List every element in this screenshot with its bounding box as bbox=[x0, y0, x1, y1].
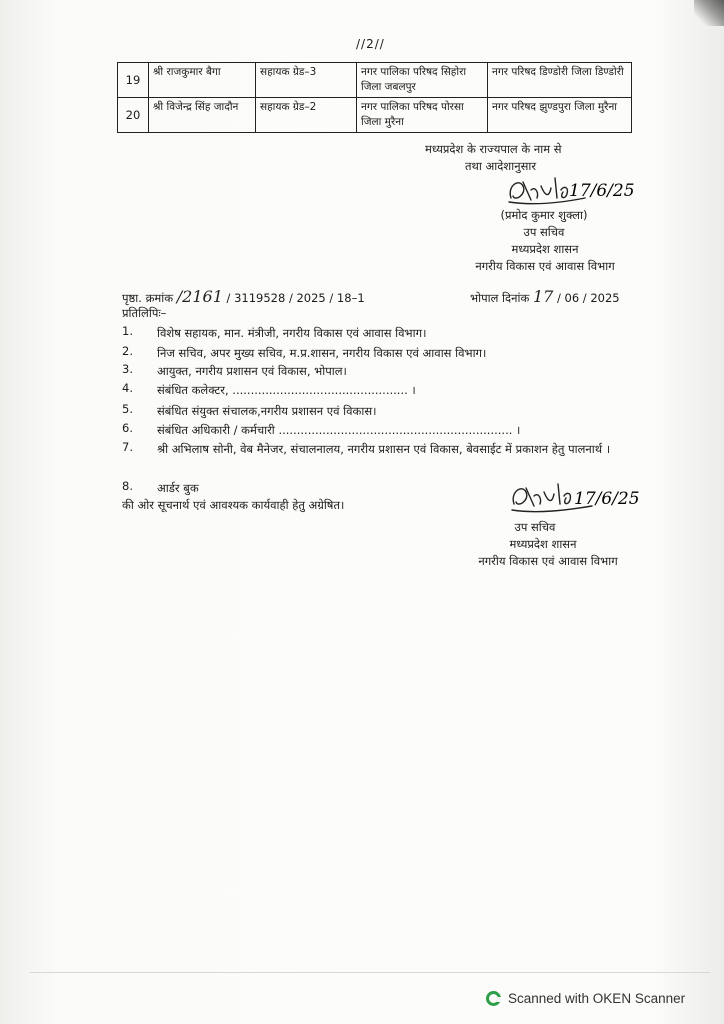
scanner-watermark-text: Scanned with OKEN Scanner bbox=[508, 991, 686, 1006]
authority-line-2: तथा आदेशानुसार bbox=[465, 159, 537, 173]
signatory-dept: नगरीय विकास एवं आवास विभाग bbox=[478, 554, 618, 568]
row-serial: 19 bbox=[118, 63, 149, 98]
endorsement-prefix: पृष्ठा. क्रमांक bbox=[122, 291, 174, 305]
employee-post: सहायक ग्रेड–3 bbox=[256, 63, 357, 98]
signatory-designation: उप सचिव bbox=[514, 520, 556, 534]
transfer-table bbox=[117, 62, 632, 133]
table-row bbox=[118, 98, 632, 133]
page-corner-shadow bbox=[694, 0, 724, 26]
endorsement-number bbox=[122, 287, 365, 306]
table-row bbox=[118, 63, 632, 98]
document-page: //2// 19 श्री राजकुमार बैगा सहायक ग्रेड–3 नगर पालिका परिषद सिहोरा जिला जबलपुर नगर परिषद डिण्डोरी जिला डिण्डोरी 20 श्री विजेन्द्र सिंह जादौन सहायक ग्रेड–2 नगर पालिका परिषद पोरसा जिला मुरैना नगर परिषद झुण्डपुरा जिला मुरैना मध्यप्रदेश के राज्यपाल के नाम से तथा आदेशानुसार 17/6/25 (प्रमोद कुमार शुक्ला) उप सचिव मध्यप्रदेश शासन नगरीय विकास एवं आवास विभाग पृष्ठा. क्रमांक /2161 / 3119528 / 2025 / 18–1 भोपाल दिनांक 17 / 06 / 2025 प्रतिलिपिः– 1. विशेष सहायक, मान. मंत्रीजी, नगरीय विकास एवं आवास विभाग। 2. निज सचिव, अपर मुख्य सचिव, म.प्र.शासन, नगरीय विकास एवं आवास विभाग। 3. आयुक्त, नगरीय प्रशासन एवं विकास, भोपाल। 4. संबंधित कलेक्टर, ................................................ । 5. संबंधित संयुक्त संचालक,नगरीय प्रशासन एवं विकास। 6. संबंधित अधिकारी / कर्मचारी ................................................................ । 7. श्री अभिलाष सोनी, वेब मैनेजर, संचालनालय, नगरीय प्रशासन एवं विकास, बेवसाईट में प्रकाशन हेतु पालनार्थ । 8. आर्डर बुक की ओर सूचनार्थ एवं आवश्यक कार्यवाही हेतु अग्रेषित। 17/6/25 उप सचिव मध्यप्रदेश शासन नगरीय विकास एवं आवास विभाग Scanned with OKEN Scanner bbox=[0, 0, 724, 1024]
page-number: //2// bbox=[356, 37, 385, 51]
page-edge-line bbox=[30, 972, 710, 973]
signatory-dept: नगरीय विकास एवं आवास विभाग bbox=[475, 259, 615, 273]
new-posting: नगर परिषद झुण्डपुरा जिला मुरैना bbox=[488, 98, 632, 133]
copy-to-label: प्रतिलिपिः– bbox=[122, 306, 167, 320]
signature-date-bottom: 17/6/25 bbox=[574, 489, 640, 509]
signature-top bbox=[505, 172, 635, 212]
employee-name: श्री विजेन्द्र सिंह जादौन bbox=[149, 98, 256, 133]
current-posting: नगर पालिका परिषद पोरसा जिला मुरैना bbox=[357, 98, 488, 133]
employee-name: श्री राजकुमार बैगा bbox=[149, 63, 256, 98]
signatory-govt: मध्यप्रदेश शासन bbox=[511, 242, 579, 256]
signatory-name: (प्रमोद कुमार शुक्ला) bbox=[500, 208, 588, 222]
scanner-watermark bbox=[486, 991, 685, 1006]
signatory-govt: मध्यप्रदेश शासन bbox=[509, 537, 577, 551]
signature-date-top: 17/6/25 bbox=[569, 181, 635, 201]
signature-bottom bbox=[508, 478, 640, 518]
closing-line: की ओर सूचनार्थ एवं आवश्यक कार्यवाही हेतु अग्रेषित। bbox=[122, 498, 345, 512]
current-posting: नगर पालिका परिषद सिहोरा जिला जबलपुर bbox=[357, 63, 488, 98]
employee-post: सहायक ग्रेड–2 bbox=[256, 98, 357, 133]
date-rest: / 06 / 2025 bbox=[556, 291, 620, 305]
new-posting: नगर परिषद डिण्डोरी जिला डिण्डोरी bbox=[488, 63, 632, 98]
endorsement-date bbox=[470, 287, 620, 306]
scanner-logo-icon bbox=[486, 991, 501, 1006]
row-serial: 20 bbox=[118, 98, 149, 133]
date-prefix: भोपाल दिनांक bbox=[470, 291, 530, 305]
authority-line-1: मध्यप्रदेश के राज्यपाल के नाम से bbox=[425, 142, 562, 156]
endorsement-number-rest: / 3119528 / 2025 / 18–1 bbox=[226, 291, 365, 305]
signatory-designation: उप सचिव bbox=[523, 225, 565, 239]
date-day-handwritten: 17 bbox=[532, 287, 554, 306]
endorsement-number-handwritten: /2161 bbox=[176, 287, 223, 306]
